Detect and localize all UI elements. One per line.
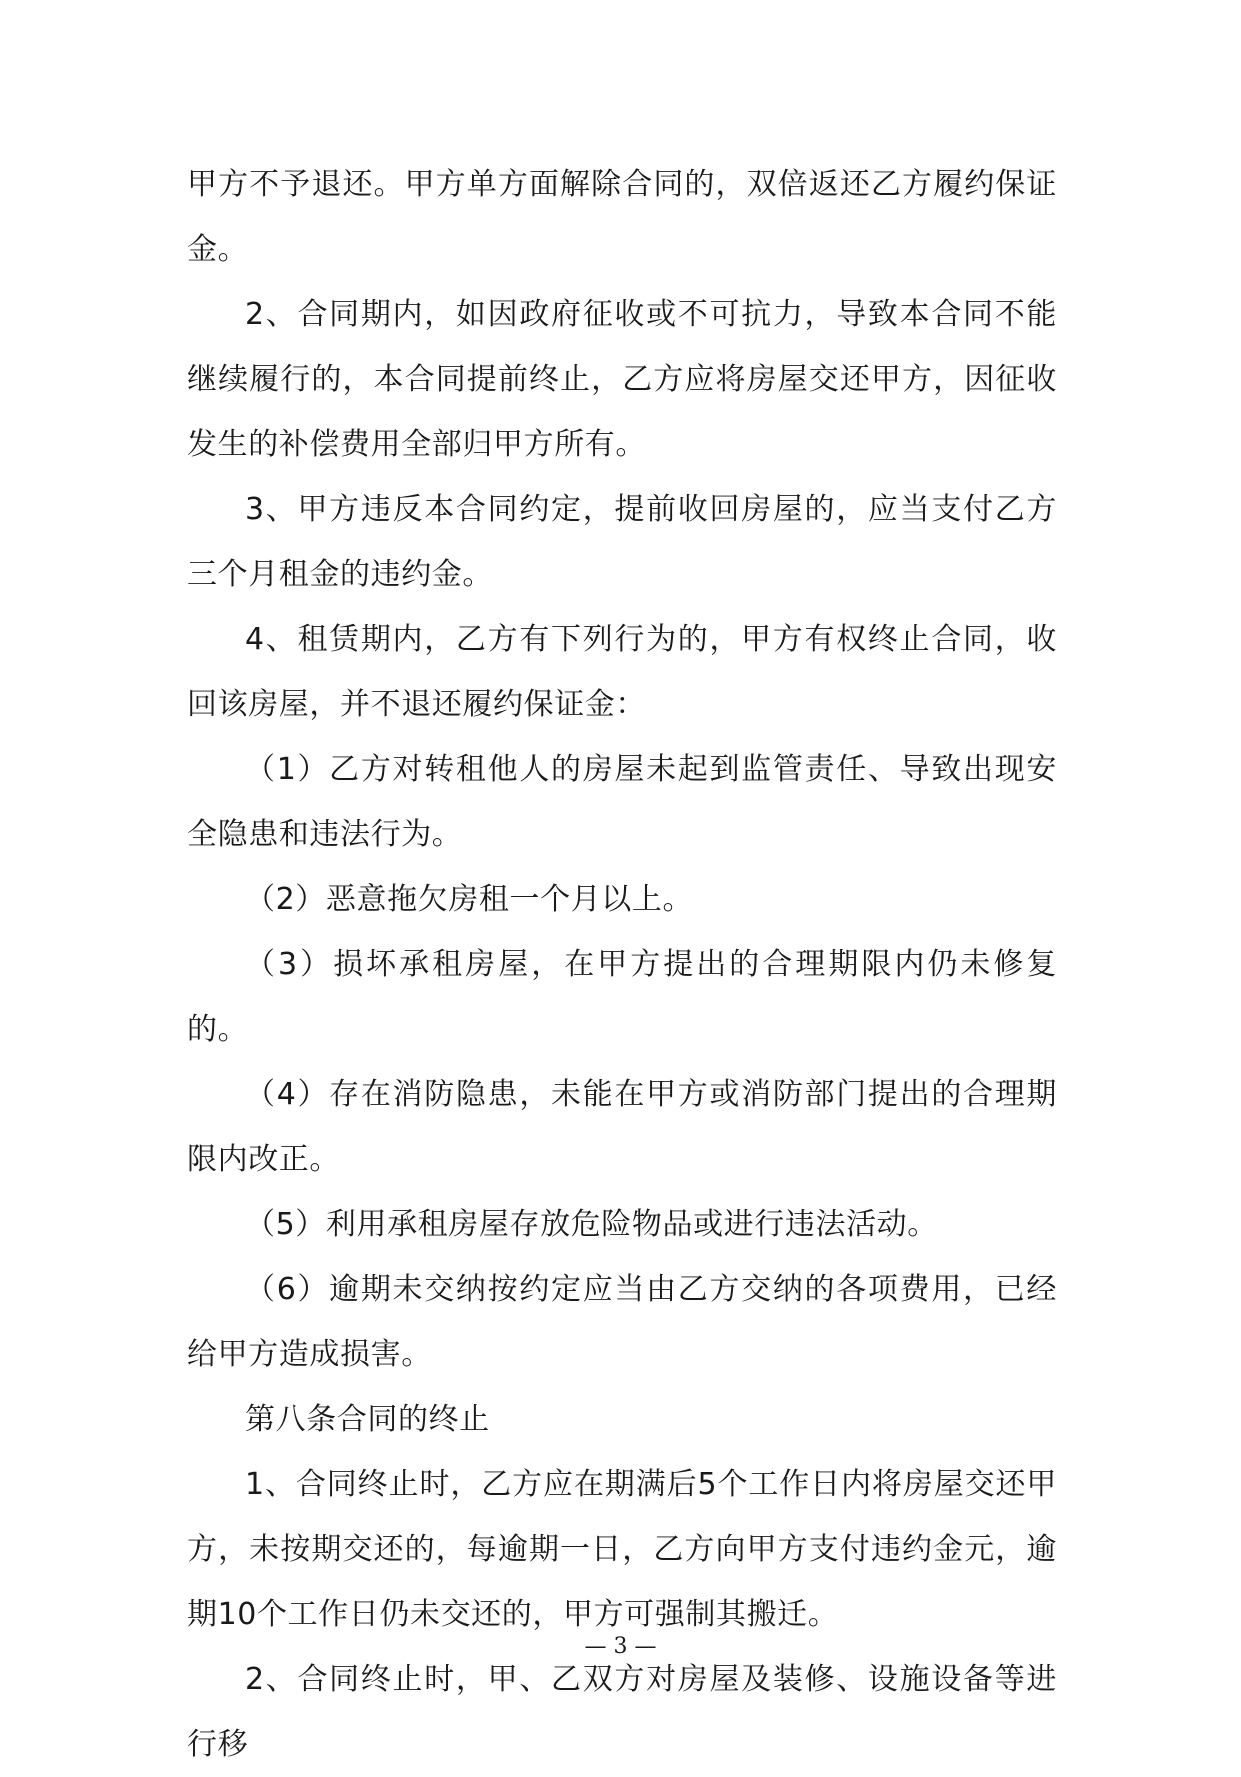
list-item-6-unpaid-fees: （6）逾期未交纳按约定应当由乙方交纳的各项费用，已经给甲方造成损害。 — [187, 1272, 1057, 1372]
list-item-5-dangerous-goods: （5）利用承租房屋存放危险物品或进行违法活动。 — [245, 1207, 938, 1242]
paragraph-article-8-clause-2: 2、合同终止时，甲、乙双方对房屋及装修、设施设备等进行移 — [187, 1662, 1057, 1762]
page-number: — 3 — — [584, 1634, 657, 1659]
paragraph-clause-4-termination-rights: 4、租赁期内，乙方有下列行为的，甲方有权终止合同，收回该房屋，并不退还履约保证金： — [187, 622, 1057, 722]
contract-body — [187, 152, 1057, 1777]
paragraph-clause-3-early-recovery: 3、甲方违反本合同约定，提前收回房屋的，应当支付乙方三个月租金的违约金。 — [187, 492, 1057, 592]
paragraph-article-8-clause-1: 1、合同终止时，乙方应在期满后5个工作日内将房屋交还甲方，未按期交还的，每逾期一日，乙方向甲方支付违约金元，逾期10个工作日仍未交还的，甲方可强制其搬迁。 — [187, 1467, 1057, 1632]
list-item-3-property-damage: （3）损坏承租房屋，在甲方提出的合理期限内仍未修复的。 — [187, 947, 1057, 1047]
section-heading-article-8: 第八条合同的终止 — [245, 1402, 490, 1437]
list-item-2-rent-arrears: （2）恶意拖欠房租一个月以上。 — [245, 882, 694, 917]
list-item-1-sublease-supervision: （1）乙方对转租他人的房屋未起到监管责任、导致出现安全隐患和违法行为。 — [187, 752, 1057, 852]
list-item-4-fire-hazard: （4）存在消防隐患，未能在甲方或消防部门提出的合理期限内改正。 — [187, 1077, 1057, 1177]
paragraph-clause-2-expropriation: 2、合同期内，如因政府征收或不可抗力，导致本合同不能继续履行的，本合同提前终止，乙方应将房屋交还甲方，因征收发生的补偿费用全部归甲方所有。 — [187, 297, 1057, 462]
paragraph-deposit-refund: 甲方不予退还。甲方单方面解除合同的，双倍返还乙方履约保证金。 — [187, 167, 1057, 267]
